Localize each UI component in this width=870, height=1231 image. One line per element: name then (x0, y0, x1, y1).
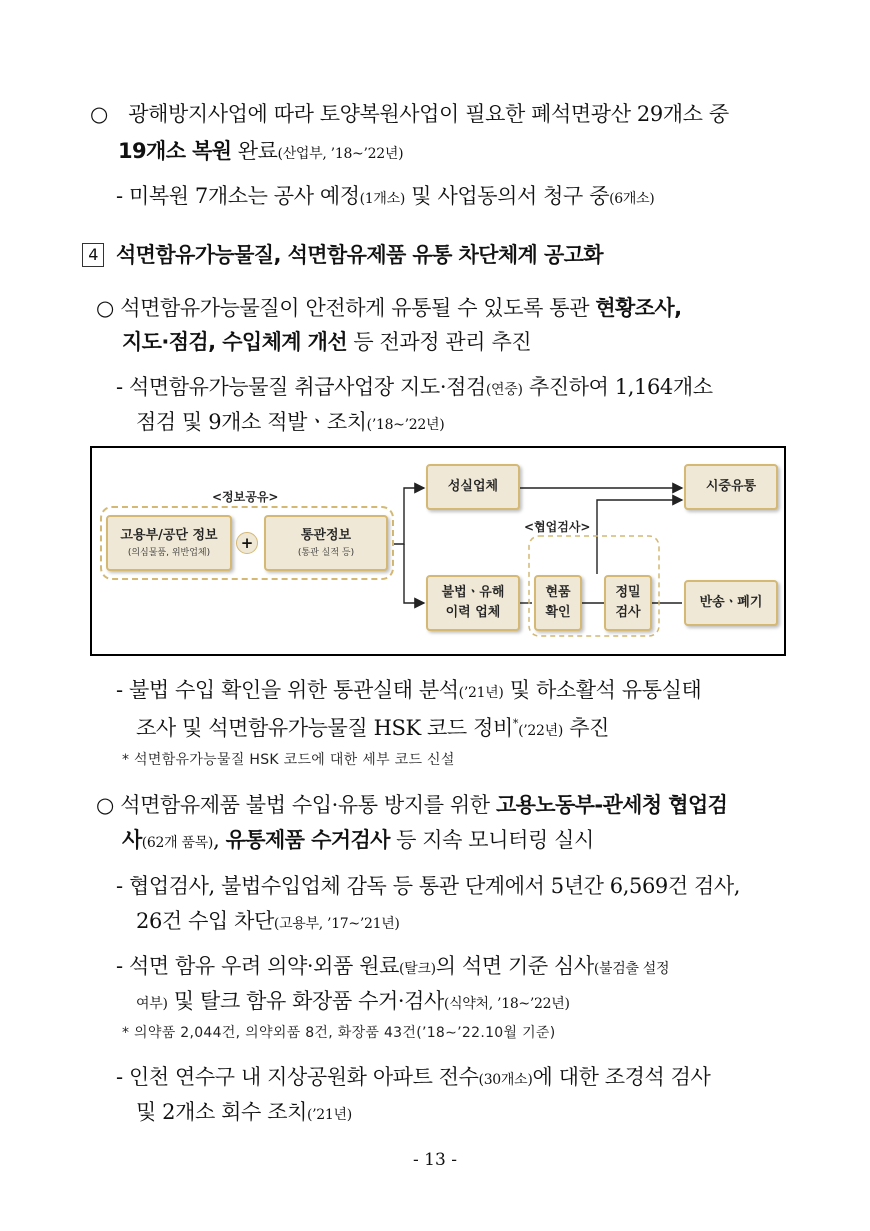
p1-text2: 완료 (231, 139, 278, 163)
p3-footnote: * 석면함유가능물질 HSK 코드에 대한 세부 코드 신설 (122, 752, 455, 768)
section-title: 석면함유가능물질, 석면함유제품 유통 차단체계 공고화 (116, 243, 603, 267)
p1-dash1-small-b: (6개소) (609, 191, 655, 207)
box-customs-info (264, 515, 388, 571)
p4-dash3-line2 (136, 1098, 352, 1129)
p4-dash2-small-a: (탈크) (399, 961, 436, 977)
bullet-circle: ○ (90, 102, 108, 126)
p4-bold3: 유통제품 수거검사 (225, 828, 390, 852)
bullet-circle: ○ (96, 296, 114, 320)
p4-dash2-line2 (136, 987, 570, 1018)
p2-text2: 등 전과정 관리 추진 (347, 330, 532, 354)
box-illegal (426, 575, 520, 631)
p4-text3: 등 지속 모니터링 실시 (389, 828, 594, 852)
p4-dash3-text-c: 및 2개소 회수 조치 (136, 1100, 307, 1124)
p1-small1: (산업부, ’18~’22년) (277, 146, 404, 162)
p2-bold2: 지도·점검, 수입체계 개선 (122, 330, 348, 354)
p3-dash1-text-b: 및 하소활석 유통실태 (503, 678, 702, 702)
p3-dash1-text-d: 추진 (562, 716, 610, 740)
p2-dash1-text-c: 점검 및 9개소 적발ㆍ조치 (136, 410, 367, 434)
p4-dash3-small-b: (’21년) (307, 1107, 352, 1123)
p1-dash1-small-a: (1개소) (359, 191, 406, 207)
bullet-circle: ○ (96, 793, 114, 817)
arrow-check-to-market (597, 500, 682, 574)
p1-dash1 (116, 182, 654, 213)
box-labor-title: 고용부/공단 정보 (120, 528, 218, 543)
p4-small1: (62개 품목) (141, 835, 214, 851)
p1-dash1-text-a: 미복원 7개소는 공사 예정 (122, 184, 360, 208)
box-return-title: 반송ㆍ폐기 (699, 595, 763, 610)
p4-dash1-text-b: 26건 수입 차단 (136, 909, 274, 933)
p2-dash1-text-a: 석면함유가능물질 취급사업장 지도·점검 (122, 375, 486, 399)
p2-line2 (122, 328, 531, 356)
dash: - (116, 184, 123, 208)
p3-dash1-small-b: (’22년) (518, 723, 563, 739)
p2-bold1: 현황조사, (595, 296, 682, 320)
box-check-line2: 확인 (545, 605, 571, 620)
dash: - (116, 375, 123, 399)
flow-diagram (90, 446, 786, 656)
p2-text1: 석면함유가능물질이 안전하게 유통될 수 있도록 통관 (113, 296, 596, 320)
box-return (684, 580, 778, 626)
p4-bold2: 사 (122, 828, 142, 852)
box-precise (604, 575, 652, 631)
p4-dash1-small-a: (고용부, ’17~’21년) (273, 916, 400, 932)
section-heading (82, 241, 603, 269)
footnote-marker: * (512, 717, 519, 730)
p4-line1 (96, 791, 727, 819)
arrow-to-faithful (394, 488, 424, 544)
p2-dash1-small-a: (연중) (485, 382, 523, 398)
p3-dash1-small-a: (’21년) (458, 685, 504, 701)
box-check-line1: 현품 (545, 585, 571, 600)
p3-dash1-text-c: 조사 및 석면함유가능물질 HSK 코드 정비 (136, 716, 513, 740)
p1-bold1: 19개소 복원 (118, 139, 232, 163)
box-customs-title: 통관정보 (300, 528, 352, 543)
plus-icon: + (236, 532, 258, 554)
box-market-title: 시중유통 (705, 479, 757, 494)
dash: - (116, 954, 123, 978)
p4-dash3-text-b: 에 대한 조경석 검사 (532, 1065, 711, 1089)
p4-dash2-text-b: 의 석면 기준 심사 (435, 954, 594, 978)
p1-text1: 광해방지사업에 따라 토양복원사업이 필요한 폐석면광산 29개소 중 (128, 102, 729, 126)
arrow-to-illegal (404, 544, 424, 603)
p4-dash2-text-a: 석면 함유 우려 의약·외품 원료 (122, 954, 399, 978)
box-customs-sub: (통관 실적 등) (297, 548, 355, 558)
box-labor-sub: (의심물품, 위반업체) (127, 548, 211, 558)
p4-dash3-small-a: (30개소) (478, 1072, 533, 1088)
p4-footnote: * 의약품 2,044건, 의약외품 8건, 화장품 43건(’18∼’22.10월 기준) (122, 1025, 556, 1041)
p4-line2 (122, 826, 594, 857)
box-labor-info (106, 515, 232, 571)
joint-inspection-label: <협업검사> (524, 520, 591, 534)
p4-dash3-text-a: 인천 연수구 내 지상공원화 아파트 전수 (122, 1065, 479, 1089)
p1-dash1-text-b: 및 사업동의서 청구 중 (405, 184, 610, 208)
p2-dash1-small-b: (’18~’22년) (366, 417, 445, 433)
p2-dash1-line2 (136, 408, 444, 439)
p2-line1 (96, 294, 681, 322)
box-faithful (426, 464, 520, 510)
box-precise-line1: 정밀 (615, 585, 641, 600)
page-number: - 13 - (413, 1150, 457, 1170)
p4-dash1-line2 (136, 907, 400, 938)
box-item-check (534, 575, 582, 631)
p4-text2: , (213, 828, 226, 852)
p4-dash3 (116, 1063, 710, 1094)
p2-dash1 (116, 373, 713, 404)
p4-bold1: 고용노동부-관세청 협업검 (495, 793, 728, 817)
p4-dash2-small-d: (식약처, ’18~’22년) (443, 996, 570, 1012)
box-precise-line2: 검사 (615, 605, 641, 620)
box-illegal-line1: 불법ㆍ유해 (441, 585, 505, 600)
p4-text1: 석면함유제품 불법 수입·유통 방지를 위한 (113, 793, 496, 817)
box-market (684, 464, 778, 510)
p3-dash1-line2 (136, 710, 609, 745)
p4-dash1 (116, 872, 740, 900)
info-share-label: <정보공유> (212, 490, 279, 504)
dash: - (116, 874, 123, 898)
dash: - (116, 1065, 123, 1089)
section-number-box: 4 (82, 243, 104, 267)
p1-line1 (90, 100, 729, 128)
p4-dash1-text-a: 협업검사, 불법수입업체 감독 등 통관 단계에서 5년간 6,569건 검사, (122, 874, 741, 898)
p4-dash2-small-b: (불검출 설정 (593, 961, 670, 977)
p3-dash1 (116, 676, 701, 707)
p4-dash2-text-c: 및 탈크 함유 화장품 수거·검사 (167, 989, 444, 1013)
p1-line2 (118, 137, 403, 168)
dash: - (116, 678, 123, 702)
p3-dash1-text-a: 불법 수입 확인을 위한 통관실태 분석 (122, 678, 459, 702)
box-illegal-line2: 이력 업체 (445, 605, 501, 620)
p2-dash1-text-b: 추진하여 1,164개소 (522, 375, 713, 399)
box-faithful-title: 성실업체 (447, 479, 499, 494)
p4-dash2-small-c: 여부) (136, 996, 168, 1012)
p4-dash2 (116, 952, 669, 983)
